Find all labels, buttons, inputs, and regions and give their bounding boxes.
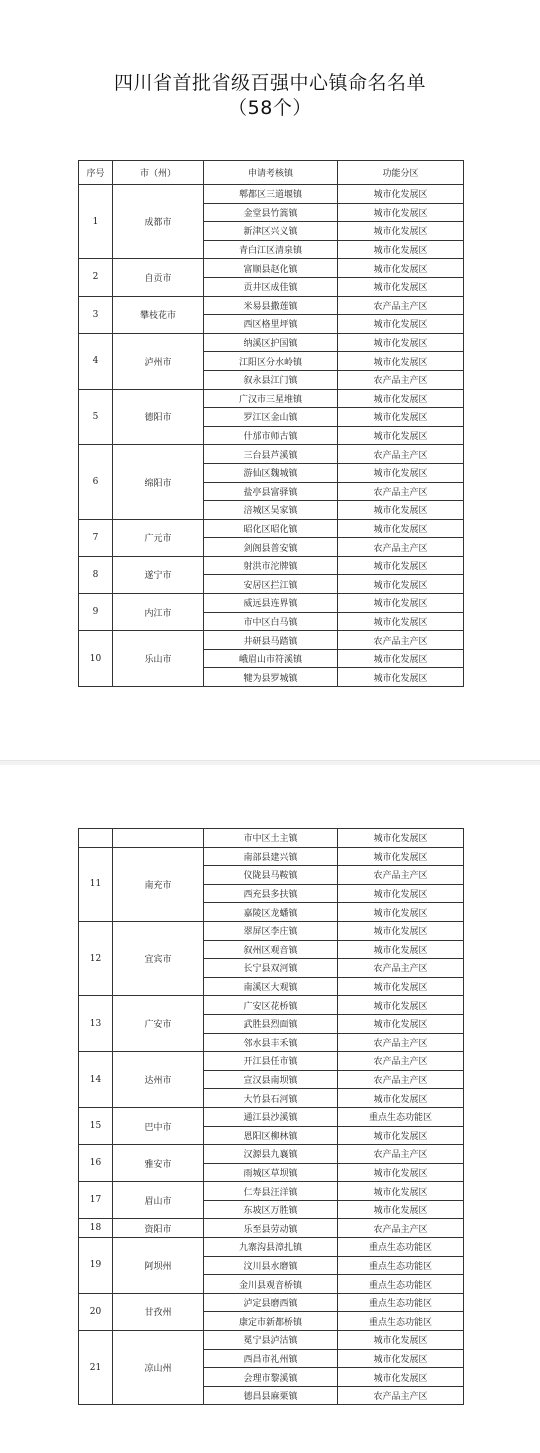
town-list-table-page-2 [78,828,464,1405]
cell-function-zone: 农产品主产区 [338,1070,464,1089]
table-header-row [79,161,464,185]
header-function-zone: 功能分区 [338,161,464,185]
cell-town: 富顺县赵化镇 [204,259,338,278]
table-row [79,389,464,408]
cell-serial-number: 12 [79,921,113,995]
cell-serial-number: 15 [79,1107,113,1144]
cell-function-zone: 城市化发展区 [338,556,464,575]
cell-function-zone: 农产品主产区 [338,866,464,885]
cell-town: 邻水县丰禾镇 [204,1033,338,1052]
cell-function-zone: 城市化发展区 [338,277,464,296]
document-subtitle: （58个） [228,97,312,119]
cell-city: 甘孜州 [113,1293,204,1330]
cell-function-zone: 城市化发展区 [338,884,464,903]
cell-function-zone: 城市化发展区 [338,240,464,259]
cell-function-zone: 农产品主产区 [338,1145,464,1164]
cell-function-zone: 城市化发展区 [338,612,464,631]
cell-city: 成都市 [113,185,204,259]
cell-function-zone: 城市化发展区 [338,259,464,278]
cell-town: 峨眉山市符溪镇 [204,649,338,668]
cell-serial-number: 4 [79,333,113,389]
cell-town: 冕宁县泸沽镇 [204,1331,338,1350]
cell-town: 西区格里坪镇 [204,315,338,334]
table-row [79,1052,464,1071]
cell-town: 汶川县水磨镇 [204,1256,338,1275]
cell-function-zone: 城市化发展区 [338,222,464,241]
cell-city: 内江市 [113,594,204,631]
cell-function-zone: 城市化发展区 [338,1349,464,1368]
cell-serial-number: 8 [79,556,113,593]
cell-town: 乐至县劳动镇 [204,1219,338,1238]
cell-town: 南溪区大观镇 [204,977,338,996]
table-row [79,296,464,315]
cell-town: 广安区花桥镇 [204,996,338,1015]
cell-function-zone: 城市化发展区 [338,594,464,613]
cell-city: 广元市 [113,519,204,556]
cell-function-zone: 城市化发展区 [338,1368,464,1387]
cell-town: 盐亭县富驿镇 [204,482,338,501]
cell-function-zone: 城市化发展区 [338,829,464,848]
cell-function-zone: 农产品主产区 [338,370,464,389]
cell-town: 昭化区昭化镇 [204,519,338,538]
cell-city: 遂宁市 [113,556,204,593]
cell-town: 东坡区万胜镇 [204,1200,338,1219]
table-row [79,996,464,1015]
cell-town: 宣汉县南坝镇 [204,1070,338,1089]
table-row [79,1107,464,1126]
table-row [79,921,464,940]
table-row [79,594,464,613]
cell-function-zone: 城市化发展区 [338,501,464,520]
cell-function-zone: 城市化发展区 [338,352,464,371]
cell-serial-number: 6 [79,445,113,519]
cell-function-zone: 城市化发展区 [338,940,464,959]
cell-function-zone: 农产品主产区 [338,538,464,557]
cell-town: 游仙区魏城镇 [204,463,338,482]
cell-function-zone: 城市化发展区 [338,333,464,352]
table-row [79,1293,464,1312]
cell-town: 纳溪区护国镇 [204,333,338,352]
table-row-continued [79,829,464,848]
cell-town: 青白江区清泉镇 [204,240,338,259]
cell-city: 雅安市 [113,1145,204,1182]
cell-function-zone: 农产品主产区 [338,1033,464,1052]
cell-town: 大竹县石河镇 [204,1089,338,1108]
table-row [79,631,464,650]
cell-town: 叙永县江门镇 [204,370,338,389]
cell-city: 资阳市 [113,1219,204,1238]
table-row [79,1238,464,1257]
table-row [79,556,464,575]
cell-serial-number: 11 [79,847,113,921]
cell-serial-number: 10 [79,631,113,687]
cell-function-zone: 农产品主产区 [338,1052,464,1071]
cell-town: 雨城区草坝镇 [204,1163,338,1182]
cell-serial-number: 1 [79,185,113,259]
cell-function-zone: 农产品主产区 [338,482,464,501]
cell-function-zone: 农产品主产区 [338,1386,464,1405]
cell-town: 武胜县烈面镇 [204,1014,338,1033]
cell-city: 达州市 [113,1052,204,1108]
cell-town: 汉源县九襄镇 [204,1145,338,1164]
cell-town: 新津区兴义镇 [204,222,338,241]
cell-function-zone: 城市化发展区 [338,408,464,427]
table-row [79,333,464,352]
cell-town: 叙州区观音镇 [204,940,338,959]
town-list-table-page-1 [78,160,464,687]
table-row [79,847,464,866]
table-body-page-1 [79,185,464,687]
cell-city: 南充市 [113,847,204,921]
header-town: 申请考核镇 [204,161,338,185]
cell-town: 西昌市礼州镇 [204,1349,338,1368]
table-row [79,519,464,538]
cell-city: 德阳市 [113,389,204,445]
cell-serial-number: 18 [79,1219,113,1238]
cell-town: 市中区白马镇 [204,612,338,631]
cell-serial-number: 16 [79,1145,113,1182]
cell-town: 嘉陵区龙蟠镇 [204,903,338,922]
cell-town: 翠屏区李庄镇 [204,921,338,940]
cell-function-zone: 城市化发展区 [338,977,464,996]
cell-function-zone: 城市化发展区 [338,903,464,922]
cell-function-zone: 农产品主产区 [338,959,464,978]
cell-serial-number: 5 [79,389,113,445]
cell-town: 金川县观音桥镇 [204,1275,338,1294]
cell-function-zone: 城市化发展区 [338,203,464,222]
cell-function-zone: 城市化发展区 [338,847,464,866]
cell-function-zone: 城市化发展区 [338,996,464,1015]
cell-city: 泸州市 [113,333,204,389]
table-row [79,185,464,204]
document-page-2 [0,765,540,1453]
cell-town: 安居区拦江镇 [204,575,338,594]
cell-town: 康定市新都桥镇 [204,1312,338,1331]
cell-function-zone: 城市化发展区 [338,1163,464,1182]
cell-town: 贡井区成佳镇 [204,277,338,296]
cell-town: 会理市黎溪镇 [204,1368,338,1387]
cell-function-zone: 重点生态功能区 [338,1275,464,1294]
cell-function-zone: 城市化发展区 [338,1182,464,1201]
header-city: 市（州） [113,161,204,185]
cell-function-zone: 城市化发展区 [338,1331,464,1350]
cell-town: 米易县撒莲镇 [204,296,338,315]
cell-town: 什邡市师古镇 [204,426,338,445]
cell-town: 长宁县双河镇 [204,959,338,978]
cell-town: 三台县芦溪镇 [204,445,338,464]
table-row [79,1145,464,1164]
cell-function-zone: 城市化发展区 [338,1089,464,1108]
cell-town: 罗江区金山镇 [204,408,338,427]
cell-town: 涪城区吴家镇 [204,501,338,520]
cell-serial-number: 7 [79,519,113,556]
cell-town: 犍为县罗城镇 [204,668,338,687]
cell-town: 广汉市三星堆镇 [204,389,338,408]
cell-function-zone: 城市化发展区 [338,519,464,538]
cell-function-zone: 城市化发展区 [338,668,464,687]
cell-town: 泸定县磨西镇 [204,1293,338,1312]
cell-city: 眉山市 [113,1182,204,1219]
cell-city: 凉山州 [113,1331,204,1405]
cell-serial-number [79,829,113,848]
document-title: 四川省首批省级百强中心镇命名名单 [113,72,426,94]
table-row [79,1331,464,1350]
cell-serial-number: 14 [79,1052,113,1108]
cell-town: 剑阁县普安镇 [204,538,338,557]
table-row [79,445,464,464]
cell-town: 郫都区三道堰镇 [204,185,338,204]
cell-town: 射洪市沱牌镇 [204,556,338,575]
cell-town: 南部县建兴镇 [204,847,338,866]
cell-town: 开江县任市镇 [204,1052,338,1071]
cell-town: 西充县多扶镇 [204,884,338,903]
cell-function-zone: 农产品主产区 [338,1219,464,1238]
table-row [79,259,464,278]
cell-function-zone: 城市化发展区 [338,921,464,940]
cell-function-zone: 城市化发展区 [338,463,464,482]
cell-city: 绵阳市 [113,445,204,519]
cell-town: 恩阳区柳林镇 [204,1126,338,1145]
header-serial-number: 序号 [79,161,113,185]
cell-function-zone: 城市化发展区 [338,315,464,334]
cell-city: 广安市 [113,996,204,1052]
cell-serial-number: 9 [79,594,113,631]
cell-function-zone: 城市化发展区 [338,1126,464,1145]
cell-town: 江阳区分水岭镇 [204,352,338,371]
cell-function-zone: 重点生态功能区 [338,1312,464,1331]
cell-city [113,829,204,848]
cell-town: 九寨沟县漳扎镇 [204,1238,338,1257]
cell-town: 仪陇县马鞍镇 [204,866,338,885]
cell-function-zone: 城市化发展区 [338,1014,464,1033]
cell-city: 自贡市 [113,259,204,296]
cell-function-zone: 重点生态功能区 [338,1238,464,1257]
cell-function-zone: 农产品主产区 [338,445,464,464]
cell-serial-number: 20 [79,1293,113,1330]
cell-town: 威远县连界镇 [204,594,338,613]
cell-function-zone: 重点生态功能区 [338,1107,464,1126]
cell-function-zone: 重点生态功能区 [338,1256,464,1275]
cell-town: 市中区土主镇 [204,829,338,848]
cell-function-zone: 重点生态功能区 [338,1293,464,1312]
cell-city: 攀枝花市 [113,296,204,333]
cell-town: 德昌县麻栗镇 [204,1386,338,1405]
cell-town: 金堂县竹篙镇 [204,203,338,222]
cell-function-zone: 城市化发展区 [338,426,464,445]
cell-serial-number: 2 [79,259,113,296]
cell-serial-number: 13 [79,996,113,1052]
cell-function-zone: 农产品主产区 [338,631,464,650]
cell-town: 通江县沙溪镇 [204,1107,338,1126]
cell-city: 乐山市 [113,631,204,687]
cell-city: 巴中市 [113,1107,204,1144]
cell-serial-number: 17 [79,1182,113,1219]
cell-function-zone: 城市化发展区 [338,185,464,204]
table-row [79,1182,464,1201]
cell-serial-number: 19 [79,1238,113,1294]
cell-function-zone: 城市化发展区 [338,575,464,594]
cell-function-zone: 城市化发展区 [338,389,464,408]
cell-serial-number: 3 [79,296,113,333]
cell-function-zone: 城市化发展区 [338,649,464,668]
cell-serial-number: 21 [79,1331,113,1405]
cell-function-zone: 城市化发展区 [338,1200,464,1219]
cell-function-zone: 农产品主产区 [338,296,464,315]
table-row [79,1219,464,1238]
cell-city: 宜宾市 [113,921,204,995]
cell-city: 阿坝州 [113,1238,204,1294]
table-body-page-2 [79,829,464,1405]
cell-town: 井研县马踏镇 [204,631,338,650]
cell-town: 仁寿县汪洋镇 [204,1182,338,1201]
